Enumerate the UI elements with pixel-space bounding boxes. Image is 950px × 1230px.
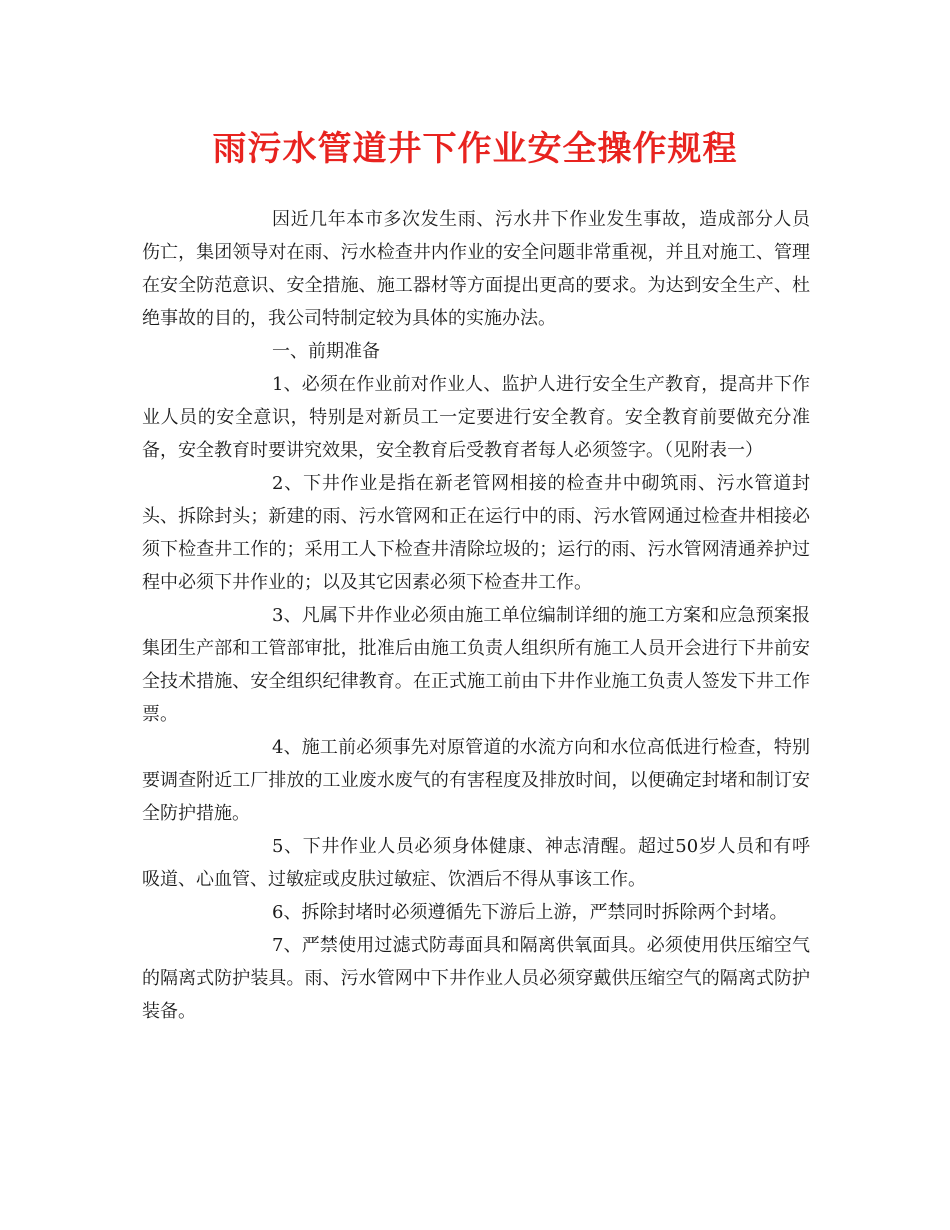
paragraph-intro: 因近几年本市多次发生雨、污水井下作业发生事故，造成部分人员伤亡，集团领导对在雨、污水检查井内作业的安全问题非常重视，并且对施工、管理在安全防范意识、安全措施、施工器材等方面提出更高的要求。为达到安全生产、杜绝事故的目的，我公司特制定较为具体的实施办法。 <box>142 209 810 329</box>
paragraph-item-1: 1、必须在作业前对作业人、监护人进行安全生产教育，提高井下作业人员的安全意识，特别是对新员工一定要进行安全教育。安全教育前要做充分准备，安全教育时要讲究效果，安全教育后受教育者每人必须签字。（见附表一） <box>142 374 810 461</box>
paragraph-item-7: 7、严禁使用过滤式防毒面具和隔离供氧面具。必须使用供压缩空气的隔离式防护装具。雨、污水管网中下井作业人员必须穿戴供压缩空气的隔离式防护装备。 <box>142 935 810 1022</box>
paragraph-item-4: 4、施工前必须事先对原管道的水流方向和水位高低进行检查，特别要调查附近工厂排放的工业废水废气的有害程度及排放时间，以便确定封堵和制订安全防护措施。 <box>142 737 810 824</box>
section-heading-preparation: 一、前期准备 <box>272 341 380 362</box>
paragraph-item-5: 5、下井作业人员必须身体健康、神志清醒。超过50岁人员和有呼吸道、心血管、过敏症或皮肤过敏症、饮酒后不得从事该工作。 <box>142 836 810 890</box>
paragraph-item-3: 3、凡属下井作业必须由施工单位编制详细的施工方案和应急预案报集团生产部和工管部审批，批准后由施工负责人组织所有施工人员开会进行下井前安全技术措施、安全组织纪律教育。在正式施工前由下井作业施工负责人签发下井工作票。 <box>142 605 810 725</box>
document-title: 雨污水管道井下作业安全操作规程 <box>212 129 738 169</box>
paragraph-item-6: 6、拆除封堵时必须遵循先下游后上游，严禁同时拆除两个封堵。 <box>272 902 788 923</box>
document-body <box>142 203 810 1028</box>
paragraph-item-2: 2、下井作业是指在新老管网相接的检查井中砌筑雨、污水管道封头、拆除封头；新建的雨、污水管网和正在运行中的雨、污水管网通过检查井相接必须下检查井工作的；采用工人下检查井清除垃圾的；运行的雨、污水管网清通养护过程中必须下井作业的；以及其它因素必须下检查井工作。 <box>142 473 810 593</box>
